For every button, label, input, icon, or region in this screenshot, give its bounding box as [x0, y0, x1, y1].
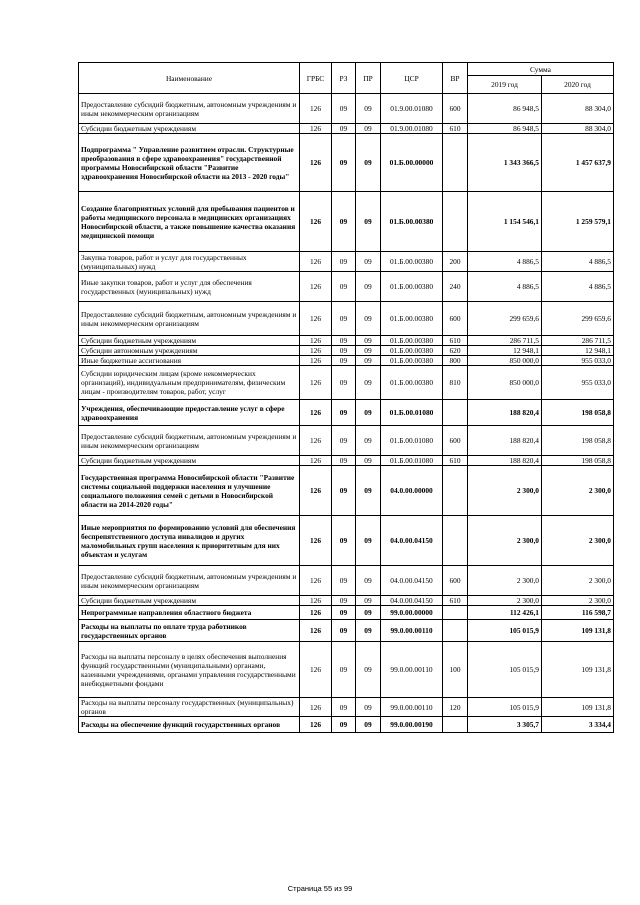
cell-v2020: 1 259 579,1 [542, 192, 614, 252]
header-csr: ЦСР [381, 63, 443, 94]
cell-vr: 810 [443, 366, 468, 400]
cell-grbs: 126 [300, 252, 332, 272]
cell-v2019: 2 300,0 [468, 516, 542, 566]
cell-grbs: 126 [300, 717, 332, 733]
table-row [79, 516, 614, 566]
cell-csr: 01.Б.00.00380 [381, 192, 443, 252]
cell-csr: 04.0.00.04150 [381, 516, 443, 566]
cell-pr: 09 [356, 717, 381, 733]
cell-vr: 600 [443, 426, 468, 456]
cell-v2020: 198 058,8 [542, 400, 614, 426]
cell-v2019: 2 300,0 [468, 466, 542, 516]
cell-pr: 09 [356, 346, 381, 356]
header-pr: ПР [356, 63, 381, 94]
cell-pr: 09 [356, 356, 381, 366]
cell-rz: 09 [332, 400, 356, 426]
cell-name: Иные закупки товаров, работ и услуг для обеспечения государственных (муниципальных) нужд [79, 272, 300, 302]
cell-grbs: 126 [300, 272, 332, 302]
cell-vr: 610 [443, 124, 468, 134]
cell-name: Предоставление субсидий бюджетным, автономным учреждениям и иным некоммерческим организациям [79, 302, 300, 336]
cell-csr: 01.Б.00.00380 [381, 252, 443, 272]
cell-name: Субсидии бюджетным учреждениям [79, 124, 300, 134]
table-row [79, 134, 614, 192]
cell-pr: 09 [356, 620, 381, 642]
cell-grbs: 126 [300, 642, 332, 698]
cell-grbs: 126 [300, 596, 332, 606]
cell-v2019: 1 343 366,5 [468, 134, 542, 192]
cell-csr: 01.Б.00.00380 [381, 366, 443, 400]
cell-grbs: 126 [300, 456, 332, 466]
table-row [79, 336, 614, 346]
cell-rz: 09 [332, 302, 356, 336]
cell-name: Учреждения, обеспечивающие предоставление услуг в сфере здравоохранения [79, 400, 300, 426]
cell-v2020: 4 886,5 [542, 272, 614, 302]
table-row [79, 698, 614, 717]
cell-pr: 09 [356, 366, 381, 400]
table-row [79, 366, 614, 400]
cell-csr: 04.0.00.04150 [381, 596, 443, 606]
cell-v2020: 3 334,4 [542, 717, 614, 733]
table-body [79, 94, 614, 733]
cell-csr: 01.Б.00.00380 [381, 356, 443, 366]
cell-pr: 09 [356, 466, 381, 516]
cell-v2019: 105 015,9 [468, 620, 542, 642]
cell-grbs: 126 [300, 94, 332, 124]
cell-csr: 01.Б.00.00380 [381, 346, 443, 356]
table-row [79, 606, 614, 620]
cell-name: Субсидии юридическим лицам (кроме некоммерческих организаций), индивидуальным предпринимателям, физическим лицам - производителям товаров, работ, услуг [79, 366, 300, 400]
cell-grbs: 126 [300, 606, 332, 620]
cell-grbs: 126 [300, 302, 332, 336]
header-rz: РЗ [332, 63, 356, 94]
cell-rz: 09 [332, 606, 356, 620]
cell-name: Государственная программа Новосибирской области "Развитие системы социальной поддержки населения и улучшение социального положения семей с детьми в Новосибирской области на 2014-2020 годы" [79, 466, 300, 516]
cell-v2020: 12 948,1 [542, 346, 614, 356]
budget-table [78, 62, 614, 733]
header-name: Наименование [79, 63, 300, 94]
table-row [79, 356, 614, 366]
cell-pr: 09 [356, 596, 381, 606]
cell-name: Субсидии бюджетным учреждениям [79, 456, 300, 466]
cell-rz: 09 [332, 336, 356, 346]
cell-v2019: 299 659,6 [468, 302, 542, 336]
cell-v2019: 12 948,1 [468, 346, 542, 356]
cell-pr: 09 [356, 134, 381, 192]
cell-v2020: 109 131,8 [542, 642, 614, 698]
table-row [79, 642, 614, 698]
cell-vr: 610 [443, 596, 468, 606]
cell-csr: 01.Б.00.01080 [381, 400, 443, 426]
cell-grbs: 126 [300, 620, 332, 642]
cell-csr: 01.9.00.01080 [381, 94, 443, 124]
cell-v2020: 198 058,8 [542, 426, 614, 456]
table-row [79, 717, 614, 733]
cell-vr: 610 [443, 336, 468, 346]
cell-pr: 09 [356, 642, 381, 698]
cell-name: Расходы на выплаты персоналу государственных (муниципальных) органов [79, 698, 300, 717]
cell-pr: 09 [356, 336, 381, 346]
cell-v2020: 116 598,7 [542, 606, 614, 620]
cell-v2019: 2 300,0 [468, 596, 542, 606]
cell-v2020: 109 131,8 [542, 698, 614, 717]
cell-csr: 04.0.00.04150 [381, 566, 443, 596]
cell-vr [443, 516, 468, 566]
cell-pr: 09 [356, 94, 381, 124]
cell-name: Создание благоприятных условий для пребывания пациентов и работы медицинского персонала в медицинских организациях Новосибирской области, а также повышение качества оказания медицинской помощи [79, 192, 300, 252]
cell-v2019: 105 015,9 [468, 698, 542, 717]
cell-rz: 09 [332, 466, 356, 516]
cell-grbs: 126 [300, 134, 332, 192]
cell-grbs: 126 [300, 124, 332, 134]
cell-v2020: 2 300,0 [542, 466, 614, 516]
cell-v2019: 188 820,4 [468, 456, 542, 466]
cell-v2020: 286 711,5 [542, 336, 614, 346]
cell-rz: 09 [332, 192, 356, 252]
header-2019: 2019 год [468, 76, 542, 94]
table-row [79, 272, 614, 302]
cell-grbs: 126 [300, 698, 332, 717]
cell-pr: 09 [356, 302, 381, 336]
cell-rz: 09 [332, 134, 356, 192]
table-row [79, 456, 614, 466]
cell-v2019: 286 711,5 [468, 336, 542, 346]
cell-name: Предоставление субсидий бюджетным, автономным учреждениям и иным некоммерческим организациям [79, 94, 300, 124]
cell-v2019: 850 000,0 [468, 366, 542, 400]
cell-pr: 09 [356, 606, 381, 620]
cell-vr: 600 [443, 302, 468, 336]
cell-v2020: 88 304,0 [542, 124, 614, 134]
cell-pr: 09 [356, 124, 381, 134]
cell-v2019: 188 820,4 [468, 426, 542, 456]
cell-name: Расходы на обеспечение функций государственных органов [79, 717, 300, 733]
cell-grbs: 126 [300, 192, 332, 252]
header-vr: ВР [443, 63, 468, 94]
cell-name: Предоставление субсидий бюджетным, автономным учреждениям и иным некоммерческим организациям [79, 566, 300, 596]
header-grbs: ГРБС [300, 63, 332, 94]
cell-csr: 99.0.00.00110 [381, 698, 443, 717]
cell-vr [443, 466, 468, 516]
table-row [79, 466, 614, 516]
cell-rz: 09 [332, 426, 356, 456]
table-row [79, 346, 614, 356]
table-row [79, 124, 614, 134]
cell-csr: 99.0.00.00190 [381, 717, 443, 733]
cell-csr: 04.0.00.00000 [381, 466, 443, 516]
cell-v2020: 88 304,0 [542, 94, 614, 124]
cell-rz: 09 [332, 346, 356, 356]
cell-name: Иные бюджетные ассигнования [79, 356, 300, 366]
page-number: Страница 55 из 99 [287, 884, 353, 893]
cell-rz: 09 [332, 366, 356, 400]
cell-vr [443, 717, 468, 733]
cell-csr: 01.Б.00.01080 [381, 426, 443, 456]
cell-pr: 09 [356, 456, 381, 466]
cell-vr [443, 134, 468, 192]
cell-v2020: 955 033,0 [542, 366, 614, 400]
cell-name: Иные мероприятия по формированию условий для обеспечения беспрепятственного доступа инвалидов и других маломобильных групп населения к приоритетным для них объектам и услугам [79, 516, 300, 566]
cell-csr: 99.0.00.00110 [381, 620, 443, 642]
cell-name: Расходы на выплаты по оплате труда работников государственных органов [79, 620, 300, 642]
cell-grbs: 126 [300, 566, 332, 596]
cell-grbs: 126 [300, 366, 332, 400]
cell-rz: 09 [332, 356, 356, 366]
cell-v2019: 4 886,5 [468, 252, 542, 272]
cell-csr: 01.Б.00.00380 [381, 336, 443, 346]
cell-csr: 01.Б.00.00000 [381, 134, 443, 192]
header-2020: 2020 год [542, 76, 614, 94]
cell-rz: 09 [332, 124, 356, 134]
cell-rz: 09 [332, 717, 356, 733]
cell-v2019: 105 015,9 [468, 642, 542, 698]
cell-grbs: 126 [300, 466, 332, 516]
header-sum: Сумма [468, 63, 614, 76]
cell-grbs: 126 [300, 400, 332, 426]
cell-pr: 09 [356, 252, 381, 272]
cell-pr: 09 [356, 192, 381, 252]
cell-v2020: 955 033,0 [542, 356, 614, 366]
table-row [79, 252, 614, 272]
cell-rz: 09 [332, 698, 356, 717]
cell-grbs: 126 [300, 426, 332, 456]
cell-vr: 800 [443, 356, 468, 366]
cell-csr: 01.Б.00.00380 [381, 302, 443, 336]
cell-vr: 120 [443, 698, 468, 717]
cell-vr [443, 192, 468, 252]
cell-v2019: 2 300,0 [468, 566, 542, 596]
table-row [79, 596, 614, 606]
cell-grbs: 126 [300, 336, 332, 346]
cell-vr [443, 620, 468, 642]
cell-vr: 620 [443, 346, 468, 356]
cell-v2020: 4 886,5 [542, 252, 614, 272]
cell-v2020: 1 457 637,9 [542, 134, 614, 192]
cell-v2020: 2 300,0 [542, 516, 614, 566]
cell-v2019: 112 426,1 [468, 606, 542, 620]
table-row [79, 426, 614, 456]
cell-vr: 240 [443, 272, 468, 302]
cell-v2020: 109 131,8 [542, 620, 614, 642]
cell-rz: 09 [332, 620, 356, 642]
cell-grbs: 126 [300, 516, 332, 566]
cell-pr: 09 [356, 272, 381, 302]
cell-rz: 09 [332, 272, 356, 302]
cell-csr: 01.Б.00.00380 [381, 272, 443, 302]
cell-rz: 09 [332, 566, 356, 596]
cell-name: Субсидии автономным учреждениям [79, 346, 300, 356]
cell-rz: 09 [332, 456, 356, 466]
cell-pr: 09 [356, 516, 381, 566]
cell-pr: 09 [356, 698, 381, 717]
cell-v2020: 198 058,8 [542, 456, 614, 466]
cell-v2019: 3 305,7 [468, 717, 542, 733]
cell-v2020: 299 659,6 [542, 302, 614, 336]
table-row [79, 94, 614, 124]
cell-vr: 100 [443, 642, 468, 698]
cell-vr: 600 [443, 566, 468, 596]
cell-v2019: 850 000,0 [468, 356, 542, 366]
table-row [79, 400, 614, 426]
table-row [79, 620, 614, 642]
cell-vr: 200 [443, 252, 468, 272]
cell-grbs: 126 [300, 346, 332, 356]
table-header [79, 63, 614, 94]
cell-csr: 01.9.00.01080 [381, 124, 443, 134]
cell-vr: 600 [443, 94, 468, 124]
cell-v2019: 86 948,5 [468, 124, 542, 134]
cell-name: Закупка товаров, работ и услуг для государственных (муниципальных) нужд [79, 252, 300, 272]
cell-v2019: 86 948,5 [468, 94, 542, 124]
cell-rz: 09 [332, 642, 356, 698]
cell-vr [443, 400, 468, 426]
cell-name: Расходы на выплаты персоналу в целях обеспечения выполнения функций государственными (муниципальными) органами, казенными учреждениями, органами управления государственными внебюджетными фондами [79, 642, 300, 698]
cell-rz: 09 [332, 596, 356, 606]
cell-v2019: 188 820,4 [468, 400, 542, 426]
cell-name: Субсидии бюджетным учреждениям [79, 596, 300, 606]
cell-csr: 99.0.00.00110 [381, 642, 443, 698]
cell-rz: 09 [332, 252, 356, 272]
cell-name: Предоставление субсидий бюджетным, автономным учреждениям и иным некоммерческим организациям [79, 426, 300, 456]
cell-name: Субсидии бюджетным учреждениям [79, 336, 300, 346]
cell-v2019: 1 154 546,1 [468, 192, 542, 252]
cell-name: Подпрограмма " Управление развитием отрасли. Структурные преобразования в сфере здравоохранения" государственной программы Новосибирской области "Развитие здравоохранения Новосибирской области на 2013 - 2020 годы" [79, 134, 300, 192]
cell-v2020: 2 300,0 [542, 566, 614, 596]
cell-pr: 09 [356, 426, 381, 456]
cell-pr: 09 [356, 400, 381, 426]
table-row [79, 566, 614, 596]
cell-grbs: 126 [300, 356, 332, 366]
cell-v2019: 4 886,5 [468, 272, 542, 302]
table-row [79, 192, 614, 252]
cell-rz: 09 [332, 94, 356, 124]
cell-csr: 99.0.00.00000 [381, 606, 443, 620]
cell-pr: 09 [356, 566, 381, 596]
cell-csr: 01.Б.00.01080 [381, 456, 443, 466]
cell-vr: 610 [443, 456, 468, 466]
cell-v2020: 2 300,0 [542, 596, 614, 606]
cell-vr [443, 606, 468, 620]
cell-rz: 09 [332, 516, 356, 566]
table-row [79, 302, 614, 336]
cell-name: Непрограммные направления областного бюджета [79, 606, 300, 620]
